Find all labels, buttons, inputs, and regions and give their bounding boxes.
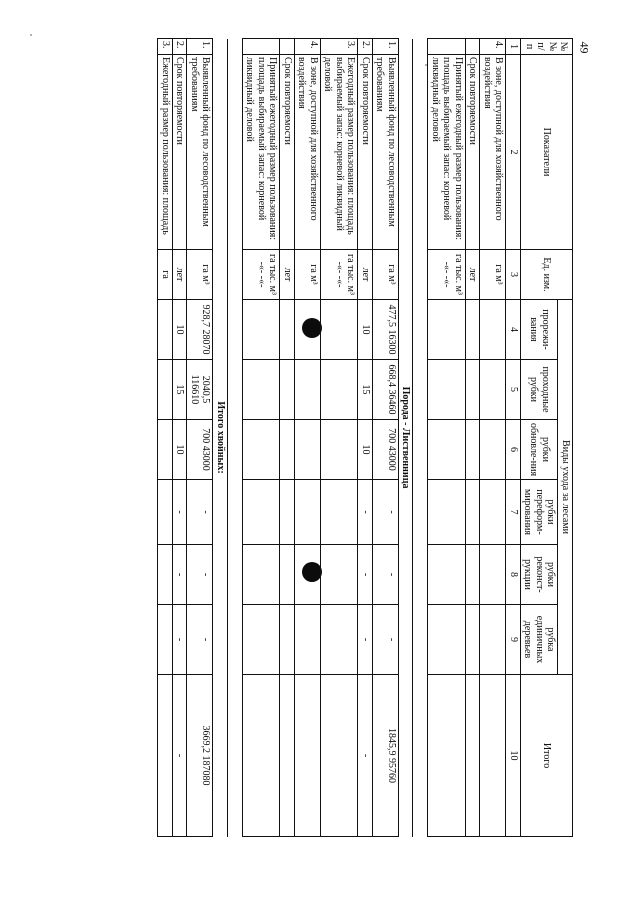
row-value	[243, 300, 281, 360]
header-total: Итого	[521, 675, 573, 837]
row-value	[321, 605, 359, 675]
row-value: -	[373, 480, 399, 545]
row-value	[466, 545, 481, 605]
header-group: Виды ухода за лесами	[558, 300, 573, 675]
row-value	[428, 545, 466, 605]
row-value: -	[358, 605, 373, 675]
header-col-5: рубки реконст-рукции	[521, 545, 559, 605]
row-value	[280, 300, 295, 360]
row-value: 928,7 28070	[187, 300, 213, 360]
row-value	[280, 420, 295, 480]
section-row	[213, 39, 228, 837]
row-unit: га тыс. м³ -«- -«-	[321, 250, 359, 300]
row-value: 700 43000	[373, 420, 399, 480]
table-row	[173, 39, 188, 837]
row-number: 3.	[158, 39, 173, 55]
row-value: 10	[358, 300, 373, 360]
row-total: -	[173, 675, 188, 837]
table-row	[321, 39, 359, 837]
table-row	[373, 39, 399, 837]
row-number: 1.	[187, 39, 213, 55]
row-value: -	[373, 605, 399, 675]
row-value	[280, 545, 295, 605]
row-value	[158, 480, 173, 545]
row-value: -	[173, 480, 188, 545]
row-number	[428, 39, 466, 55]
row-value	[295, 545, 321, 605]
row-value	[321, 480, 359, 545]
row-value	[428, 480, 466, 545]
row-value	[243, 605, 281, 675]
row-value	[243, 480, 281, 545]
row-indicator: Срок повторяемости	[358, 55, 373, 250]
row-unit: га тыс. м³ -«- -«-	[243, 250, 281, 300]
row-value: 700 43000	[187, 420, 213, 480]
row-value	[428, 300, 466, 360]
row-unit: лет	[358, 250, 373, 300]
row-value	[480, 545, 506, 605]
row-value: -	[187, 605, 213, 675]
column-number-row	[506, 39, 521, 837]
row-value	[466, 605, 481, 675]
table-row	[187, 39, 213, 837]
spacer-row	[228, 39, 243, 837]
row-value	[280, 480, 295, 545]
row-value	[480, 360, 506, 420]
row-unit: лет	[466, 250, 481, 300]
header-col-6: рубка единичных деревьев	[521, 605, 559, 675]
row-number	[243, 39, 281, 55]
row-total	[295, 675, 321, 837]
row-total: 3669,2 187080	[187, 675, 213, 837]
row-unit: га	[158, 250, 173, 300]
row-indicator: В зоне, доступной для хозяйственного воздействия	[295, 55, 321, 250]
column-number: 6	[506, 420, 521, 480]
row-indicator: В зоне, доступной для хозяйственного воздействия	[480, 55, 506, 250]
forest-care-table	[158, 38, 574, 837]
row-value	[321, 300, 359, 360]
row-value: -	[173, 605, 188, 675]
row-value: -	[373, 545, 399, 605]
row-number	[280, 39, 295, 55]
row-value	[295, 605, 321, 675]
row-indicator: Выявленный фонд по лесоводственным требованиям	[373, 55, 399, 250]
row-value	[295, 480, 321, 545]
section-title: Порода - Лиственница	[399, 39, 414, 837]
header-indicator: Показатели	[521, 55, 573, 250]
row-value	[480, 605, 506, 675]
row-number: 2.	[358, 39, 373, 55]
row-value	[480, 300, 506, 360]
header-num: №№ п/п	[521, 39, 573, 55]
row-total	[280, 675, 295, 837]
row-total	[243, 675, 281, 837]
table-row	[428, 39, 466, 837]
spacer-row	[413, 39, 428, 837]
row-value	[158, 605, 173, 675]
row-indicator: Ежегодный размер пользования: площадь	[158, 55, 173, 250]
row-indicator: Принятый ежегодный размер пользования: площадь выбираемый запас: корневой ликвидный деловой	[243, 55, 281, 250]
row-unit: га тыс. м³ -«- -«-	[428, 250, 466, 300]
row-unit: га м³	[187, 250, 213, 300]
row-unit: га м³	[295, 250, 321, 300]
row-value: 15	[173, 360, 188, 420]
row-number: 4.	[295, 39, 321, 55]
row-unit: га м³	[373, 250, 399, 300]
row-value	[466, 420, 481, 480]
row-value	[480, 420, 506, 480]
row-value	[321, 545, 359, 605]
row-unit: лет	[280, 250, 295, 300]
row-value	[280, 605, 295, 675]
column-number: 5	[506, 360, 521, 420]
row-unit: га м³	[480, 250, 506, 300]
row-total	[321, 675, 359, 837]
spacer	[413, 39, 428, 837]
row-value	[295, 360, 321, 420]
table-row	[480, 39, 506, 837]
row-value: 477,5 16300	[373, 300, 399, 360]
row-number: 2.	[173, 39, 188, 55]
header-col-2: проходные рубки	[521, 360, 559, 420]
row-value	[428, 360, 466, 420]
row-value: 10	[358, 420, 373, 480]
row-value: -	[173, 545, 188, 605]
row-indicator: Срок повторяемости	[173, 55, 188, 250]
row-value	[243, 545, 281, 605]
table-row	[466, 39, 481, 837]
row-value	[321, 420, 359, 480]
row-value	[428, 420, 466, 480]
spacer	[228, 39, 243, 837]
table-row	[358, 39, 373, 837]
scan-speck	[30, 34, 32, 36]
row-value	[428, 605, 466, 675]
row-value: -	[358, 480, 373, 545]
row-value: 10	[173, 420, 188, 480]
row-value	[158, 300, 173, 360]
column-number: 3	[506, 250, 521, 300]
row-value	[321, 360, 359, 420]
row-indicator: Ежегодный размер пользования: площадь выбираемый запас: корневой ликвидный деловой	[321, 55, 359, 250]
section-title: Итого хвойных:	[213, 39, 228, 837]
table-canvas	[63, 38, 573, 836]
row-value: 668,4 36460	[373, 360, 399, 420]
column-number: 4	[506, 300, 521, 360]
column-number: 10	[506, 675, 521, 837]
row-value	[158, 420, 173, 480]
row-total	[158, 675, 173, 837]
row-value	[158, 545, 173, 605]
row-indicator: Срок повторяемости	[280, 55, 295, 250]
table-row	[295, 39, 321, 837]
row-value: 15	[358, 360, 373, 420]
row-indicator: Принятый ежегодный размер пользования: площадь выбираемый запас: корневой ликвидный деловой	[428, 55, 466, 250]
column-number: 2	[506, 55, 521, 250]
page-number: 49	[577, 41, 592, 54]
row-value	[158, 360, 173, 420]
row-unit: лет	[173, 250, 188, 300]
row-value	[280, 360, 295, 420]
row-total	[428, 675, 466, 837]
row-total	[480, 675, 506, 837]
column-number: 9	[506, 605, 521, 675]
row-value: -	[358, 545, 373, 605]
header-col-1: прорежи-вания	[521, 300, 559, 360]
header-col-3: рубки обновле-ния	[521, 420, 559, 480]
row-value	[466, 360, 481, 420]
column-number: 8	[506, 545, 521, 605]
row-value: 10	[173, 300, 188, 360]
column-number: 7	[506, 480, 521, 545]
table-row	[158, 39, 173, 837]
row-value	[295, 300, 321, 360]
row-value	[480, 480, 506, 545]
row-total: 1845,9 95760	[373, 675, 399, 837]
row-value	[295, 420, 321, 480]
row-total	[466, 675, 481, 837]
header-col-4: рубки переформ-мирования	[521, 480, 559, 545]
row-value: -	[187, 480, 213, 545]
row-value: 2040,5 116610	[187, 360, 213, 420]
row-value	[466, 300, 481, 360]
row-indicator: Выявленный фонд по лесоводственным требованиям	[187, 55, 213, 250]
row-value	[466, 480, 481, 545]
section-row	[399, 39, 414, 837]
row-number: 4.	[480, 39, 506, 55]
row-indicator: Срок повторяемости	[466, 55, 481, 250]
row-number: 3.	[321, 39, 359, 55]
row-number: 1.	[373, 39, 399, 55]
header-unit: Ед. изм.	[521, 250, 573, 300]
row-value	[243, 360, 281, 420]
row-number	[466, 39, 481, 55]
row-value: -	[187, 545, 213, 605]
row-total: -	[358, 675, 373, 837]
table-row	[280, 39, 295, 837]
table-row	[243, 39, 281, 837]
column-number: 1	[506, 39, 521, 55]
row-value	[243, 420, 281, 480]
